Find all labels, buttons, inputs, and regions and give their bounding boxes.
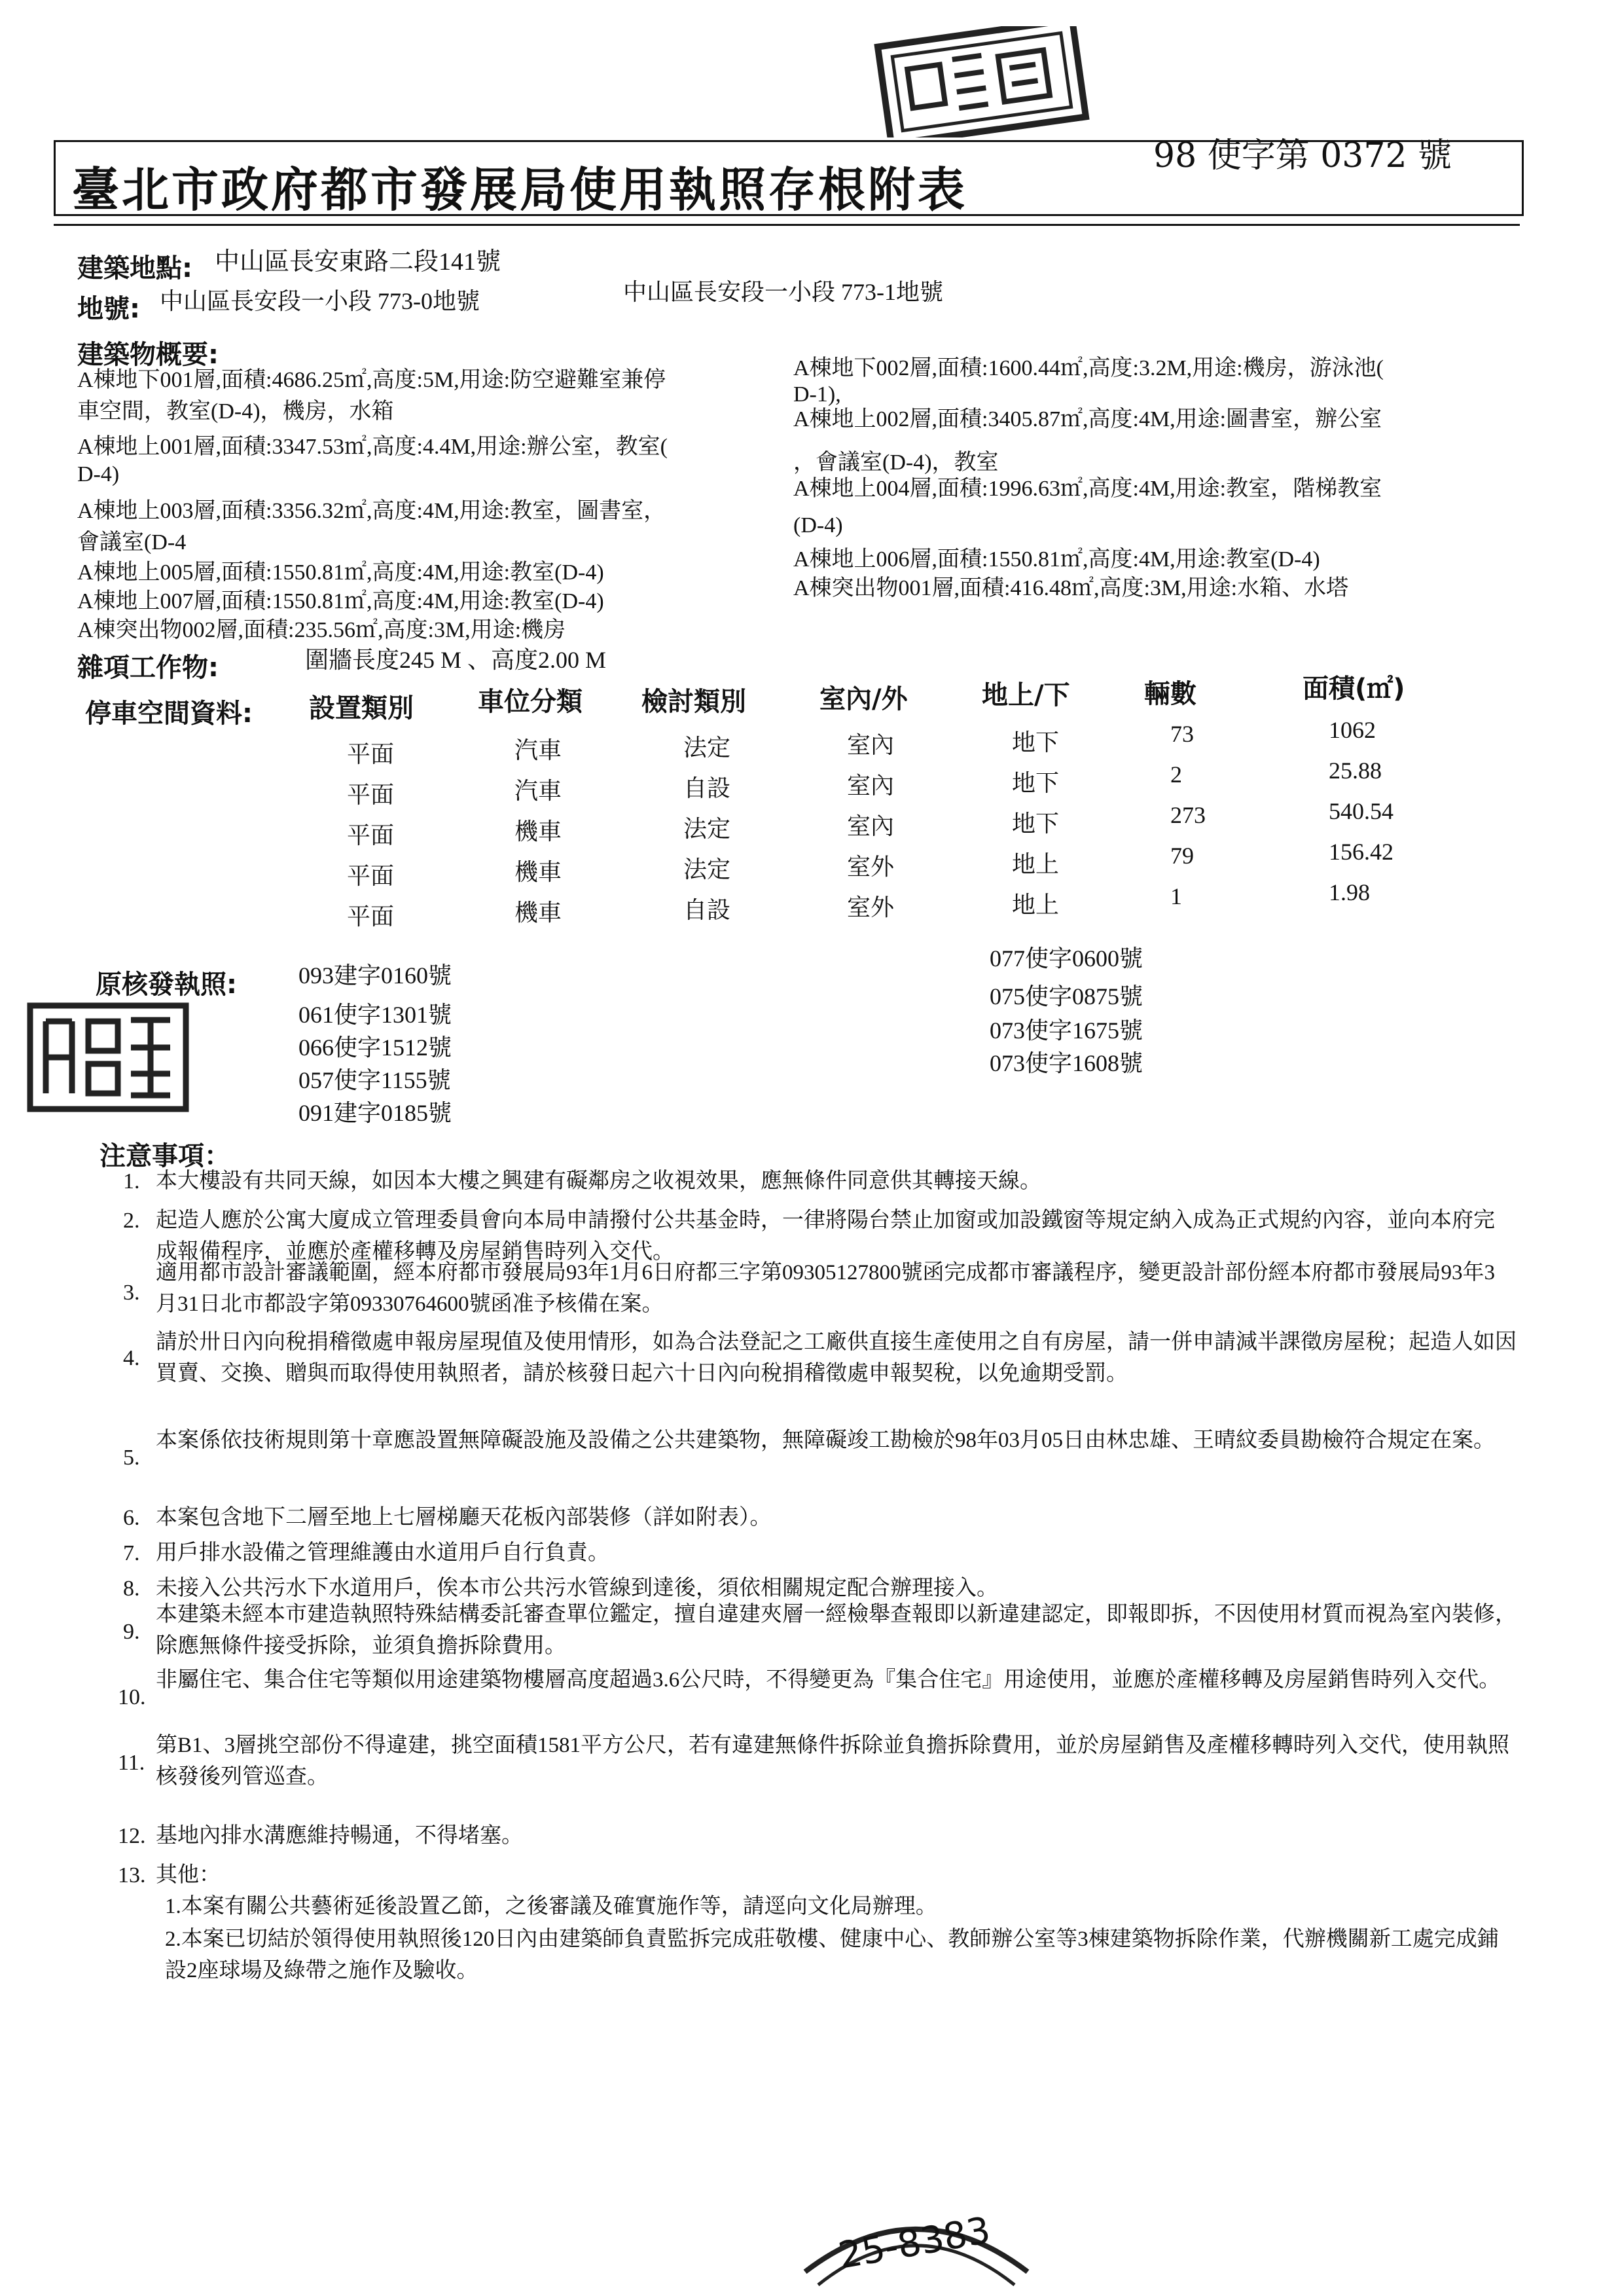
parking-cell: 73	[1170, 721, 1194, 747]
note-number: 8.	[123, 1576, 140, 1601]
parking-cell: 1062	[1329, 717, 1376, 743]
overview-line: A棟地上002層,面積:3405.87㎡,高度:4M,用途:圖書室，辦公室	[793, 407, 1382, 431]
notes-label: 注意事項：	[99, 1141, 230, 1171]
parking-cell: 機車	[514, 859, 562, 885]
license-item: 075使字0875號	[990, 983, 1143, 1010]
parking-cell: 汽車	[514, 737, 562, 763]
parking-cell: 室內	[847, 773, 895, 799]
parking-cell: 平面	[347, 863, 395, 889]
parking-cell: 2	[1170, 761, 1182, 788]
parking-cell: 地下	[1012, 729, 1060, 756]
license-item: 061使字1301號	[298, 1002, 452, 1028]
stamp-number: 25-8383	[835, 2209, 994, 2278]
overview-line: D-4)	[77, 462, 120, 486]
parking-header: 檢討類別	[641, 687, 746, 717]
header-divider	[54, 224, 1520, 226]
license-item: 057使字1155號	[298, 1067, 451, 1093]
note-text: 本案係依技術規則第十章應設置無障礙設施及設備之公共建築物，無障礙竣工勘檢於98年03月05日由林忠雄、王晴紋委員勘檢符合規定在案。	[156, 1429, 1495, 1452]
overview-line: A棟地下002層,面積:1600.44㎡,高度:3.2M,用途:機房，游泳池(	[793, 356, 1384, 380]
parking-cell: 自設	[683, 775, 731, 801]
note-text: 本大樓設有共同天線，如因本大樓之興建有礙鄰房之收視效果，應無條件同意供其轉接天線。	[156, 1169, 1041, 1193]
note-text: 第B1、3層挑空部份不得違建，挑空面積1581平方公尺，若有違建無條件拆除並負擔拆除費用，並於房屋銷售及產權移轉時列入交代，使用執照核發後列管巡查。	[156, 1734, 1510, 1789]
license-item: 093建字0160號	[298, 962, 452, 989]
note-number: 3.	[123, 1281, 140, 1305]
parking-header: 車位分類	[478, 687, 583, 717]
page-title: 臺北市政府都市發展局使用執照存根附表	[72, 162, 968, 217]
seal-graphic	[871, 26, 1093, 137]
license-item: 073使字1608號	[990, 1050, 1143, 1076]
parking-cell: 平面	[347, 822, 395, 848]
license-item: 073使字1675號	[990, 1017, 1143, 1044]
overview-line: A棟地下001層,面積:4686.25㎡,高度:5M,用途:防空避難室兼停	[77, 368, 666, 392]
parking-cell: 法定	[683, 856, 731, 883]
note-text: 本案包含地下二層至地上七層梯廳天花板內部裝修（詳如附表）。	[156, 1506, 772, 1529]
note-number: 9.	[123, 1620, 140, 1644]
overview-label: 建築物概要:	[77, 340, 219, 370]
note-number: 1.	[123, 1169, 140, 1194]
original-licenses-label: 原核發執照:	[96, 970, 237, 1000]
parking-cell: 室外	[847, 894, 895, 920]
overview-line: ，會議室(D-4)，教室	[793, 450, 999, 475]
parking-cell: 156.42	[1329, 839, 1393, 865]
overview-line: (D-4)	[793, 513, 843, 538]
parking-header: 面積(㎡)	[1303, 674, 1405, 704]
parking-cell: 1.98	[1329, 879, 1370, 905]
overview-line: A棟地上004層,面積:1996.63㎡,高度:4M,用途:教室，階梯教室	[793, 477, 1382, 501]
note-number: 5.	[123, 1446, 140, 1470]
note-text: 其他：	[156, 1863, 221, 1887]
parking-cell: 平面	[347, 782, 395, 808]
note-sub-item: 2.本案已切結於領得使用執照後120日內由建築師負責監拆完成莊敬樓、健康中心、教師辦公室等3棟建築物拆除作業，代辦機關新工處完成鋪設2座球場及綠帶之施作及驗收。	[165, 1927, 1499, 1982]
parking-cell: 地下	[1012, 811, 1060, 837]
note-text: 適用都市設計審議範圍，經本府都市發展局93年1月6日府都三字第09305127800號函完成都市審議程序，變更設計部份經本府都市發展局93年3月31日北市都設字第09330764600號函准予核備在案。	[156, 1261, 1495, 1316]
parking-cell: 自設	[683, 897, 731, 923]
lot-value-1: 中山區長安段一小段 773-0地號	[160, 288, 480, 314]
note-text: 基地內排水溝應維持暢通，不得堵塞。	[156, 1824, 523, 1848]
lot-value-2: 中山區長安段一小段 773-1地號	[623, 279, 943, 305]
note-number: 6.	[123, 1506, 140, 1530]
parking-header: 室內/外	[819, 684, 908, 714]
parking-header: 地上/下	[982, 680, 1070, 710]
parking-cell: 540.54	[1329, 798, 1393, 824]
overview-line: A棟地上003層,面積:3356.32㎡,高度:4M,用途:教室，圖書室，	[77, 499, 666, 523]
parking-cell: 室外	[847, 854, 895, 880]
parking-cell: 79	[1170, 843, 1194, 869]
parking-cell: 汽車	[514, 778, 562, 804]
parking-cell: 1	[1170, 883, 1182, 909]
note-number: 10.	[118, 1685, 146, 1709]
note-number: 2.	[123, 1209, 140, 1233]
note-text: 未接入公共污水下水道用戶，俟本市公共污水管線到達後，須依相關規定配合辦理接入。	[156, 1576, 998, 1600]
overview-line: A棟突出物002層,面積:235.56㎡,高度:3M,用途:機房	[77, 618, 566, 642]
note-number: 7.	[123, 1541, 140, 1565]
overview-line: A棟地上006層,面積:1550.81㎡,高度:4M,用途:教室(D-4)	[793, 547, 1320, 572]
note-text: 本建築未經本市建造執照特殊結構委託審查單位鑑定，擅自違建夾層一經檢舉查報即以新違建認定，即報即拆，不因使用材質而視為室內裝修，除應無條件接受拆除，並須負擔拆除費用。	[156, 1603, 1517, 1658]
note-text: 非屬住宅、集合住宅等類似用途建築物樓層高度超過3.6公尺時，不得變更為『集合住宅』用途使用，並應於產權移轉及房屋銷售時列入交代。	[156, 1668, 1501, 1692]
parking-cell: 室內	[847, 813, 895, 839]
license-item: 066使字1512號	[298, 1034, 452, 1061]
note-text: 請於卅日內向稅捐稽徵處申報房屋現值及使用情形，如為合法登記之工廠供直接生產使用之自有房屋，請一併申請減半課徵房屋稅；起造人如因買賣、交換、贈與而取得使用執照者，請於核發日起六十日內向稅捐稽徵處申報契稅，以免逾期受罰。	[156, 1330, 1517, 1385]
license-item: 091建字0185號	[298, 1100, 452, 1126]
parking-cell: 法定	[683, 816, 731, 842]
parking-cell: 機車	[514, 818, 562, 845]
location-label: 建築地點:	[77, 253, 192, 283]
parking-cell: 機車	[514, 900, 562, 926]
note-number: 11.	[118, 1751, 145, 1775]
document-number: 98 使字第 0372 號	[1153, 136, 1452, 175]
note-number: 12.	[118, 1824, 146, 1848]
seal-graphic	[26, 1002, 190, 1113]
parking-label: 停車空間資料:	[85, 699, 253, 729]
note-text: 用戶排水設備之管理維護由水道用戶自行負責。	[156, 1541, 609, 1565]
license-item: 077使字0600號	[990, 945, 1143, 972]
lot-label: 地號:	[77, 294, 140, 324]
overview-line: 車空間，教室(D-4)，機房，水箱	[77, 399, 394, 424]
parking-cell: 25.88	[1329, 757, 1382, 784]
top-seal-stamp	[871, 26, 1093, 137]
parking-cell: 平面	[347, 903, 395, 930]
parking-cell: 地上	[1012, 851, 1060, 877]
parking-header: 設置類別	[309, 693, 414, 723]
overview-line: A棟地上007層,面積:1550.81㎡,高度:4M,用途:教室(D-4)	[77, 589, 604, 613]
note-number: 13.	[118, 1863, 146, 1887]
parking-cell: 法定	[683, 735, 731, 761]
parking-header: 輛數	[1144, 679, 1196, 709]
note-number: 4.	[123, 1346, 140, 1370]
left-seal-stamp	[26, 1002, 190, 1113]
overview-line: A棟地上001層,面積:3347.53㎡,高度:4.4M,用途:辦公室，教室(	[77, 435, 668, 459]
parking-cell: 平面	[347, 741, 395, 767]
location-value: 中山區長安東路二段141號	[215, 248, 501, 276]
overview-line: D-1),	[793, 382, 841, 407]
overview-line: 會議室(D-4	[77, 530, 187, 555]
parking-cell: 地下	[1012, 770, 1060, 796]
misc-label: 雜項工作物:	[77, 653, 219, 683]
overview-line: A棟突出物001層,面積:416.48㎡,高度:3M,用途:水箱、水塔	[793, 576, 1349, 600]
misc-value: 圍牆長度245 M 、高度2.00 M	[305, 647, 607, 673]
note-sub-item: 1.本案有關公共藝術延後設置乙節，之後審議及確實施作等，請逕向文化局辦理。	[165, 1895, 937, 1918]
parking-cell: 室內	[847, 732, 895, 758]
parking-cell: 273	[1170, 802, 1206, 828]
note-text: 起造人應於公寓大廈成立管理委員會向本局申請撥付公共基金時，一律將陽台禁止加窗或加設鐵窗等規定納入成為正式規約內容，並向本府完成報備程序，並應於產權移轉及房屋銷售時列入交代。	[156, 1209, 1495, 1264]
parking-cell: 地上	[1012, 892, 1060, 918]
bottom-number-stamp	[792, 2193, 1041, 2291]
overview-line: A棟地上005層,面積:1550.81㎡,高度:4M,用途:教室(D-4)	[77, 560, 604, 585]
